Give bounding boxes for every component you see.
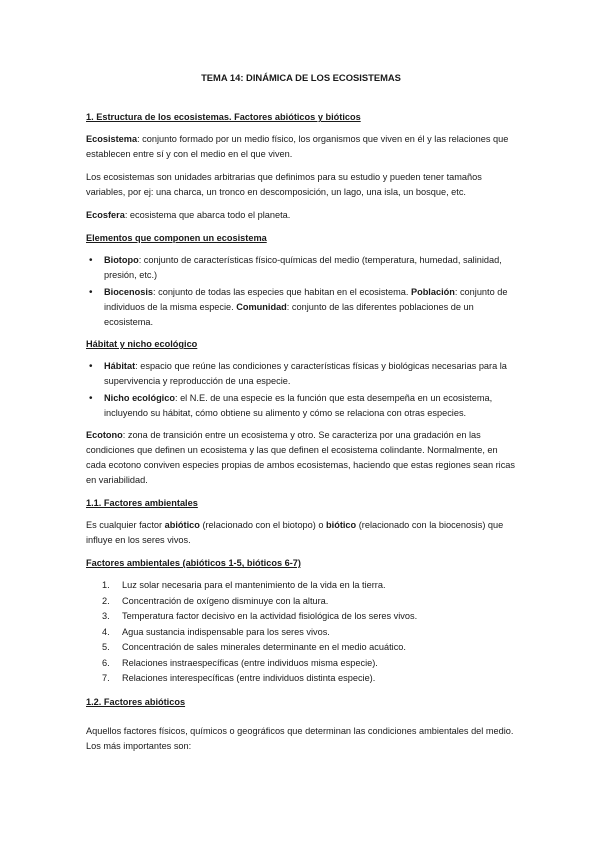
- list-item: [86, 609, 516, 625]
- list-item-text: Relaciones interespecíficas (entre individuos distinta especie).: [122, 673, 376, 683]
- comunidad-term: Comunidad: [236, 302, 287, 312]
- list-item-text: Luz solar necesaria para el mantenimiento de la vida en la tierra.: [122, 580, 386, 590]
- list-item-number: 3.: [102, 611, 110, 621]
- list-item-biotopo: [86, 253, 516, 283]
- poblacion-term: Población: [410, 287, 455, 297]
- list-item: [86, 656, 516, 672]
- list-item: [86, 671, 516, 687]
- list-item-number: 2.: [102, 595, 110, 606]
- list-item: [86, 578, 516, 594]
- ecosistema-definition: [86, 132, 516, 162]
- biotopo-term: Biotopo: [104, 255, 139, 265]
- ecosistema-text: : conjunto formado por un medio físico, los organismos que viven en él y las relaciones que establecen entre sí y con el medio en el que viven.: [86, 134, 509, 159]
- biocenosis-term: Biocenosis: [104, 287, 154, 297]
- ecosfera-term: Ecosfera: [86, 210, 125, 220]
- list-item-habitat: [86, 359, 516, 389]
- list-item-biocenosis: [86, 285, 516, 330]
- ecosistema-term: Ecosistema: [86, 134, 138, 144]
- elementos-heading: Elementos que componen un ecosistema: [86, 233, 267, 243]
- biotopo-text: : conjunto de características físico-químicas del medio (temperatura, humedad, salinidad, presión, etc.): [104, 255, 502, 280]
- habitat-list: [86, 359, 516, 421]
- list-item-number: 7.: [102, 673, 110, 683]
- ecotono-definition: [86, 428, 516, 488]
- biotico-term: biótico: [326, 520, 357, 530]
- list-item-text: Agua sustancia indispensable para los seres vivos.: [122, 626, 330, 637]
- comunidad-text: : conjunto de las diferentes poblaciones de un ecosistema.: [104, 302, 474, 327]
- section-1-1-heading: 1.1. Factores ambientales: [86, 498, 198, 508]
- biocenosis-text: : conjunto de todas las especies que habitan en el ecosistema.: [153, 287, 411, 297]
- list-item-text: Concentración de sales minerales determinante en el medio acuático.: [122, 642, 406, 652]
- list-item-number: 5.: [102, 642, 110, 652]
- factores-list: [86, 578, 516, 687]
- section-1-heading: 1. Estructura de los ecosistemas. Factores abióticos y bióticos: [86, 112, 361, 122]
- ecosfera-text: : ecosistema que abarca todo el planeta.: [124, 210, 291, 220]
- habitat-term: Hábitat: [104, 361, 136, 371]
- factor-sentence: [86, 518, 516, 548]
- ecosfera-definition: [86, 208, 516, 223]
- ecotono-text: : zona de transición entre un ecosistema y otro. Se caracteriza por una gradación en las condiciones que definen un ecosistema y las que definen el ecosistema colindante. Normalmente, en cada ecotono conviven especies propias de ambos ecosistemas, haciendo que estas regiones sean ricas en variabilidad.: [86, 430, 516, 485]
- poblacion-text: : conjunto de individuos de la misma especie.: [104, 287, 508, 312]
- habitat-heading: Hábitat y nicho ecológico: [86, 339, 198, 349]
- list-item: [86, 625, 516, 641]
- factor-text-2: (relacionado con el biotopo) o: [199, 520, 327, 530]
- list-item-text: Temperatura factor decisivo en la actividad fisiológica de los seres vivos.: [122, 611, 418, 621]
- abioticos-paragraph: Aquellos factores físicos, químicos o geográficos que determinan las condiciones ambientales del medio. Los más importantes son:: [86, 725, 514, 751]
- ecotono-term: Ecotono: [86, 430, 123, 440]
- abiotico-term: abiótico: [164, 520, 200, 530]
- nicho-term: Nicho ecológico: [104, 393, 175, 403]
- document-page: [86, 70, 516, 762]
- factores-heading: Factores ambientales (abióticos 1-5, bióticos 6-7): [86, 558, 301, 568]
- habitat-text: : espacio que reúne las condiciones y características físicas y biológicas necesarias para la supervivencia y reproducción de una especie.: [104, 361, 507, 386]
- list-item: [86, 594, 516, 610]
- list-item-number: 6.: [102, 657, 110, 668]
- ecosistemas-paragraph: Los ecosistemas son unidades arbitrarias que definimos para su estudio y pueden tener tamaños variables, por ej: una charca, un tronco en descomposición, un lago, una isla, un bosque, etc.: [86, 172, 482, 197]
- list-item-text: Concentración de oxígeno disminuye con la altura.: [122, 595, 329, 606]
- elementos-list: [86, 253, 516, 330]
- list-item-text: Relaciones instraespecíficas (entre individuos misma especie).: [122, 657, 378, 668]
- list-item-number: 4.: [102, 626, 110, 637]
- section-1-2-heading: 1.2. Factores abióticos: [86, 696, 186, 707]
- document-title: TEMA 14: DINÁMICA DE LOS ECOSISTEMAS: [201, 72, 401, 83]
- list-item: [86, 640, 516, 656]
- factor-text-1: Es cualquier factor: [86, 520, 165, 530]
- nicho-text: : el N.E. de una especie es la función que esta desempeña en un ecosistema, incluyendo su hábitat, cómo obtiene su alimento y cómo se relaciona con otras especies.: [104, 393, 493, 418]
- list-item-nicho: [86, 391, 516, 421]
- list-item-number: 1.: [102, 580, 110, 590]
- factor-text-3: (relacionado con la biocenosis) que influye en los seres vivos.: [86, 520, 504, 545]
